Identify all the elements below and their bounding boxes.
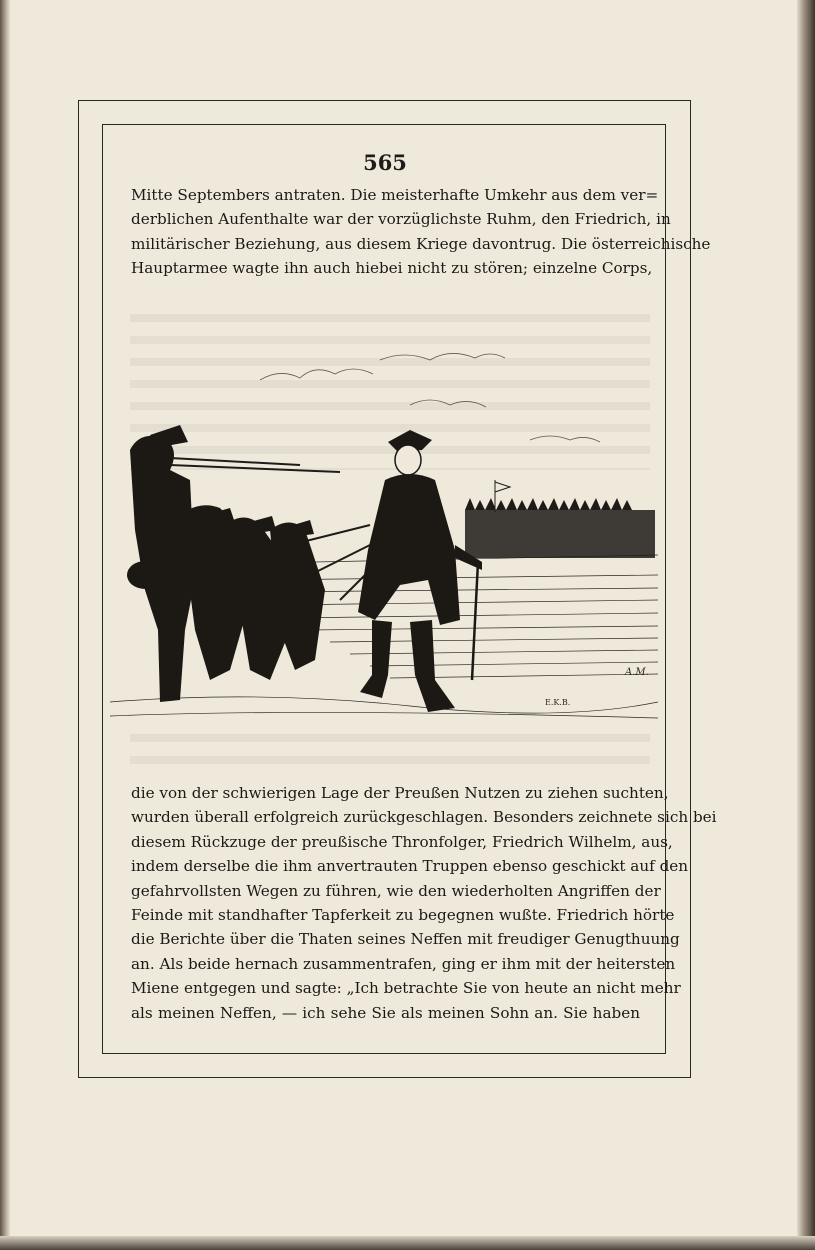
text-line: gefahrvollsten Wegen zu führen, wie den wiederholten Angriffen der	[131, 881, 661, 900]
text-line: Miene entgegen und sagte: „Ich betrachte Sie von heute an nicht mehr	[131, 979, 681, 998]
text-line: wurden überall erfolgreich zurückgeschlagen. Besonders zeichnete sich bei	[131, 808, 717, 827]
artist-signature: A.M.	[625, 667, 649, 678]
text-line: diesem Rückzuge der preußische Thronfolger, Friedrich Wilhelm, aus,	[131, 832, 673, 851]
sky-clouds	[260, 353, 600, 442]
text-line: die Berichte über die Thaten seines Neffen mit freudiger Genugthuung	[131, 930, 680, 949]
page-bottom-edge	[0, 1236, 815, 1250]
text-line: als meinen Neffen, — ich sehe Sie als meinen Sohn an. Sie haben	[131, 1003, 640, 1022]
text-line: indem derselbe die ihm anvertrauten Truppen ebenso geschickt auf den	[131, 857, 689, 876]
text-block-top	[131, 183, 711, 281]
page-stack-edge	[797, 0, 815, 1250]
text-line: Hauptarmee wagte ihn auch hiebei nicht zu stören; einzelne Corps,	[131, 259, 653, 278]
engraver-signature: E.K.B.	[545, 698, 571, 707]
text-line: an. Als beide hernach zusammentrafen, ging er ihm mit der heitersten	[131, 954, 676, 973]
bleed-through-text	[130, 720, 650, 765]
text-line: militärischer Beziehung, aus diesem Kriege davontrug. Die österreichische	[131, 234, 711, 253]
text-line: die von der schwierigen Lage der Preußen Nutzen zu ziehen suchten,	[131, 784, 669, 802]
engraving-illustration	[110, 330, 660, 725]
king-figure	[358, 430, 482, 712]
text-block-bottom	[131, 781, 717, 1025]
page-number: 565	[363, 150, 407, 175]
book-spine-edge	[0, 0, 10, 1250]
text-line: Feinde mit standhafter Tapferkeit zu begegnen wußte. Friedrich hörte	[131, 905, 675, 924]
distant-army	[465, 480, 655, 558]
text-line: Mitte Septembers antraten. Die meisterhafte Umkehr aus dem ver=	[131, 186, 659, 204]
text-line: derblichen Aufenthalte war der vorzüglichste Ruhm, den Friedrich, in	[131, 210, 671, 229]
